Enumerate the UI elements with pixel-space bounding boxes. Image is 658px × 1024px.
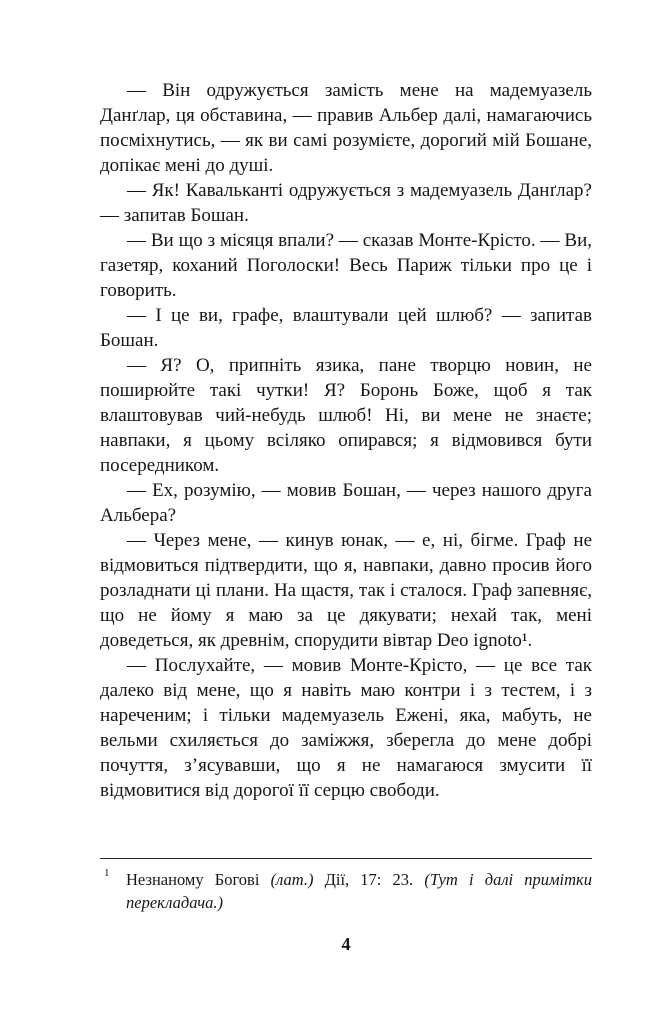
paragraph: — Через мене, — кинув юнак, — е, ні, бігме. Граф не відмовиться підтвердити, що я, навпаки, давно просив його розладнати ці плани. На щастя, так і сталося. Граф запевняє, що не йому я маю за це дякувати; нехай так, мені доведеться, як древнім, спорудити вівтар Deo ignoto¹.	[100, 530, 592, 651]
paragraph: — Я? О, припніть язика, пане творцю новин, не поширюйте такі чутки! Я? Боронь Боже, щоб я так влаштовував чий-небудь шлюб! Ні, ви мене не знаєте; навпаки, я цьому всіляко опирався; я відмовився бути посередником.	[100, 355, 592, 476]
footnote-area	[100, 858, 592, 914]
footnote-text	[126, 870, 592, 912]
paragraph: — І це ви, графе, влаштували цей шлюб? — запитав Бошан.	[100, 305, 592, 351]
paragraph: — Він одружується замість мене на мадемуазель Данґлар, ця обставина, — правив Альбер далі, намагаючись посміхнутись, — як ви самі розумієте, дорогий мій Бошане, допікає мені до душі.	[100, 80, 592, 176]
footnote-separator	[100, 858, 592, 859]
paragraph: — Як! Кавальканті одружується з мадемуазель Данґлар? — запитав Бошан.	[100, 180, 592, 226]
paragraph: — Ех, розумію, — мовив Бошан, — через нашого друга Альбера?	[100, 480, 592, 526]
footnote-segment: (лат.)	[270, 870, 314, 889]
footnote-marker: 1	[104, 867, 110, 879]
footnote-segment: Дії, 17: 23.	[313, 870, 425, 889]
paragraph: — Послухайте, — мовив Монте-Крісто, — це все так далеко від мене, що я навіть маю контри і з тестем, і з нареченим; і тільки мадемуазель Ежені, яка, мабуть, не вельми схиляється до заміжжя, зберегла до мене добрі почуття, з’ясувавши, що я не намагаюся змусити її відмовитися від дорогої її серцю свободи.	[100, 655, 592, 801]
page-number: 4	[341, 934, 351, 954]
footnote-segment: (Тут і далі примітки перекладача.)	[126, 870, 592, 912]
footnote-segment: Незнаному Богові	[126, 870, 271, 889]
footnote	[100, 868, 592, 914]
body-text	[100, 78, 592, 803]
paragraph: — Ви що з місяця впали? — сказав Монте-Крісто. — Ви, газетяр, коханий Поголоски! Весь Париж тільки про це і говорить.	[100, 230, 592, 301]
